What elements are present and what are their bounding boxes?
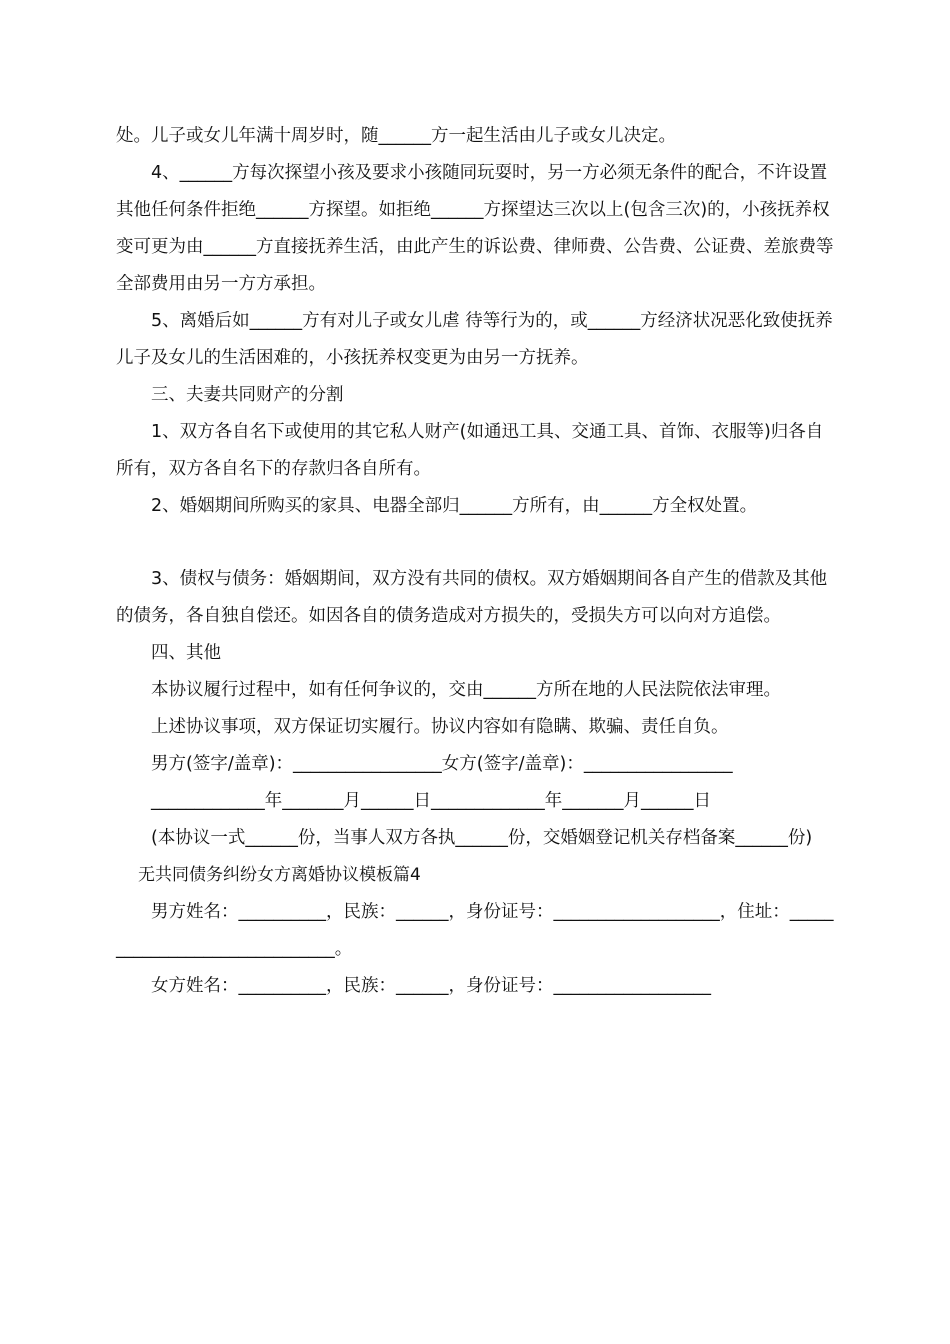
paragraph-furniture: 2、婚姻期间所购买的家具、电器全部归______方所有，由______方全权处置。 [151, 496, 758, 516]
male-party-info: 男方姓名：__________，民族：______，身份证号：___________________，住址：______________________________。 [116, 902, 834, 959]
section-heading-other: 四、其他 [151, 643, 221, 663]
paragraph-custody-choice: 处。儿子或女儿年满十周岁时，随______方一起生活由儿子或女儿决定。 [116, 126, 676, 146]
date-line: _____________年_______月______日_____________年_______月______日 [151, 791, 711, 811]
signature-line: 男方(签字/盖章)：_________________女方(签字/盖章)：_________________ [151, 754, 733, 774]
copies-note: (本协议一式______份，当事人双方各执______份，交婚姻登记机关存档备案______份) [151, 828, 813, 848]
paragraph-guarantee: 上述协议事项，双方保证切实履行。协议内容如有隐瞒、欺骗、责任自负。 [151, 717, 729, 737]
paragraph-private-property: 1、双方各自名下或使用的其它私人财产(如通迅工具、交通工具、首饰、衣服等)归各自所有，双方各自名下的存款归各自所有。 [116, 422, 824, 479]
paragraph-dispute: 本协议履行过程中，如有任何争议的，交由______方所在地的人民法院依法审理。 [151, 680, 781, 700]
paragraph-debts: 3、债权与债务：婚姻期间，双方没有共同的债权。双方婚姻期间各自产生的借款及其他的债务，各自独自偿还。如因各自的债务造成对方损失的，受损失方可以向对方追偿。 [116, 569, 828, 626]
spacer [116, 525, 840, 561]
paragraph-abuse-clause: 5、离婚后如______方有对儿子或女儿虐 待等行为的，或______方经济状况恶化致使抚养儿子及女儿的生活困难的，小孩抚养权变更为由另一方抚养。 [116, 311, 833, 368]
paragraph-visitation: 4、______方每次探望小孩及要求小孩随同玩耍时，另一方必须无条件的配合，不许设置其他任何条件拒绝______方探望。如拒绝______方探望达三次以上(包含三次)的，小孩抚养权变可更为由______方直接抚养生活，由此产生的诉讼费、律师费、公告费、公证费、差旅费等全部费用由另一方方承担。 [116, 163, 834, 294]
template-title: 无共同债务纠纷女方离婚协议模板篇4 [138, 865, 421, 885]
section-heading-property: 三、夫妻共同财产的分割 [151, 385, 344, 405]
female-party-info: 女方姓名：__________，民族：______，身份证号：__________________ [151, 976, 711, 996]
